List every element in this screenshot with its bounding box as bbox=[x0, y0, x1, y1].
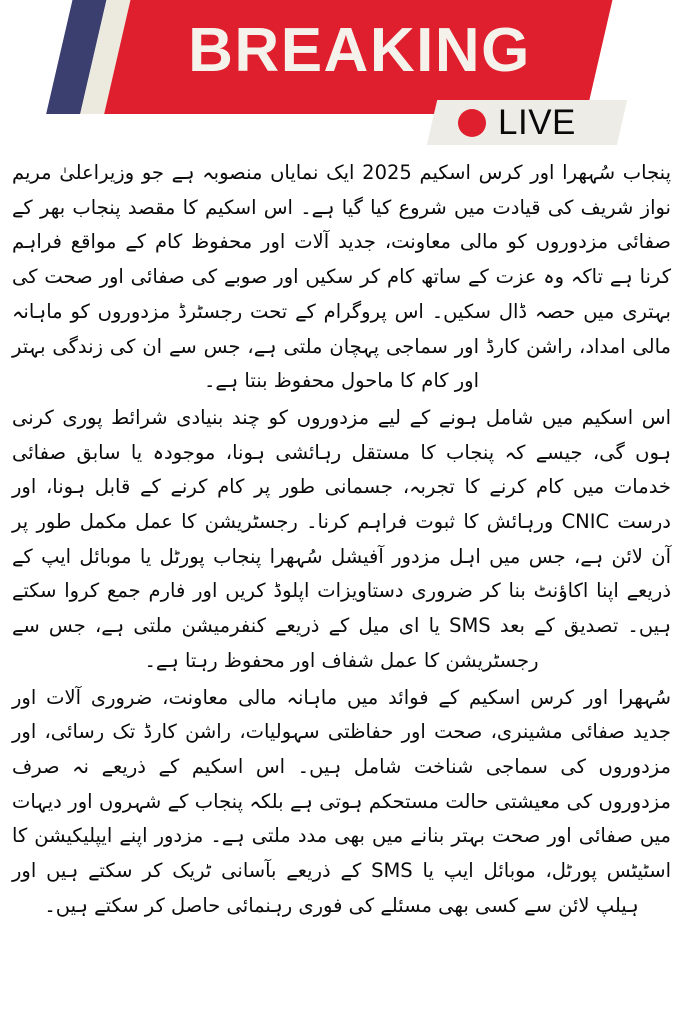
article-paragraph: اس اسکیم میں شامل ہونے کے لیے مزدوروں کو چند بنیادی شرائط پوری کرنی ہوں گی، جیسے کہ پنجاب کا مستقل رہائشی ہونا، موجودہ یا سابق صفائی خدمات میں کام کرنے کا تجربہ، جسمانی طور پر کام کرنے کے قابل ہونا، اور درست CNIC ورہائش کا ثبوت فراہم کرنا۔ رجسٹریشن کا عمل مکمل طور پر آن لائن ہے، جس میں اہل مزدور آفیشل سُہھرا پنجاب پورٹل یا موبائل ایپ کے ذریعے اپنا اکاؤنٹ بنا کر ضروری دستاویزات اپلوڈ کریں اور فارم جمع کروا سکتے ہیں۔ تصدیق کے بعد SMS یا ای میل کے ذریعے کنفرمیشن ملتی ہے، جس سے رجسٹریشن کا عمل شفاف اور محفوظ رہتا ہے۔ bbox=[12, 405, 671, 672]
live-badge bbox=[427, 100, 627, 145]
live-dot-icon bbox=[458, 109, 486, 137]
article-paragraph: پنجاب سُہھرا اور کرس اسکیم 2025 ایک نمایاں منصوبہ ہے جو وزیراعلیٰ مریم نواز شریف کی قیادت میں شروع کیا گیا ہے۔ اس اسکیم کا مقصد پنجاب بھر کے صفائی مزدوروں کو مالی معاونت، جدید آلات اور محفوظ کام کے مواقع فراہم کرنا ہے تاکہ وہ عزت کے ساتھ کام کر سکیں اور صوبے کی صفائی اور صحت کی بہتری میں حصہ ڈال سکیں۔ اس پروگرام کے تحت رجسٹرڈ مزدوروں کو ماہانہ مالی امداد، راشن کارڈ اور سماجی پہچان ملتی ہے، جس سے ان کی زندگی بہتر اور کام کا ماحول محفوظ بنتا ہے۔ bbox=[12, 161, 671, 393]
article-paragraph: سُہھرا اور کرس اسکیم کے فوائد میں ماہانہ مالی معاونت، ضروری آلات اور جدید صفائی مشینری، صحت اور حفاظتی سہولیات، راشن کارڈ تک رسائی، اور مزدوروں کی سماجی شناخت شامل ہیں۔ اس اسکیم کے ذریعے نہ صرف مزدوروں کی معیشتی حالت مستحکم ہوتی ہے بلکہ پنجاب کے شہروں اور دیہات میں صفائی اور صحت بہتر بنانے میں بھی مدد ملتی ہے۔ مزدور اپنے ایپلیکیشن کا اسٹیٹس پورٹل، موبائل ایپ یا SMS کے ذریعے بآسانی ٹریک کر سکتے ہیں اور ہیلپ لائن سے کسی بھی مسئلے کی فوری رہنمائی حاصل کر سکتے ہیں۔ bbox=[12, 685, 671, 917]
live-label: LIVE bbox=[498, 103, 576, 142]
article-body bbox=[0, 150, 683, 923]
breaking-news-banner bbox=[0, 0, 683, 150]
live-badge-content bbox=[432, 100, 622, 145]
breaking-headline: BREAKING bbox=[188, 16, 531, 85]
